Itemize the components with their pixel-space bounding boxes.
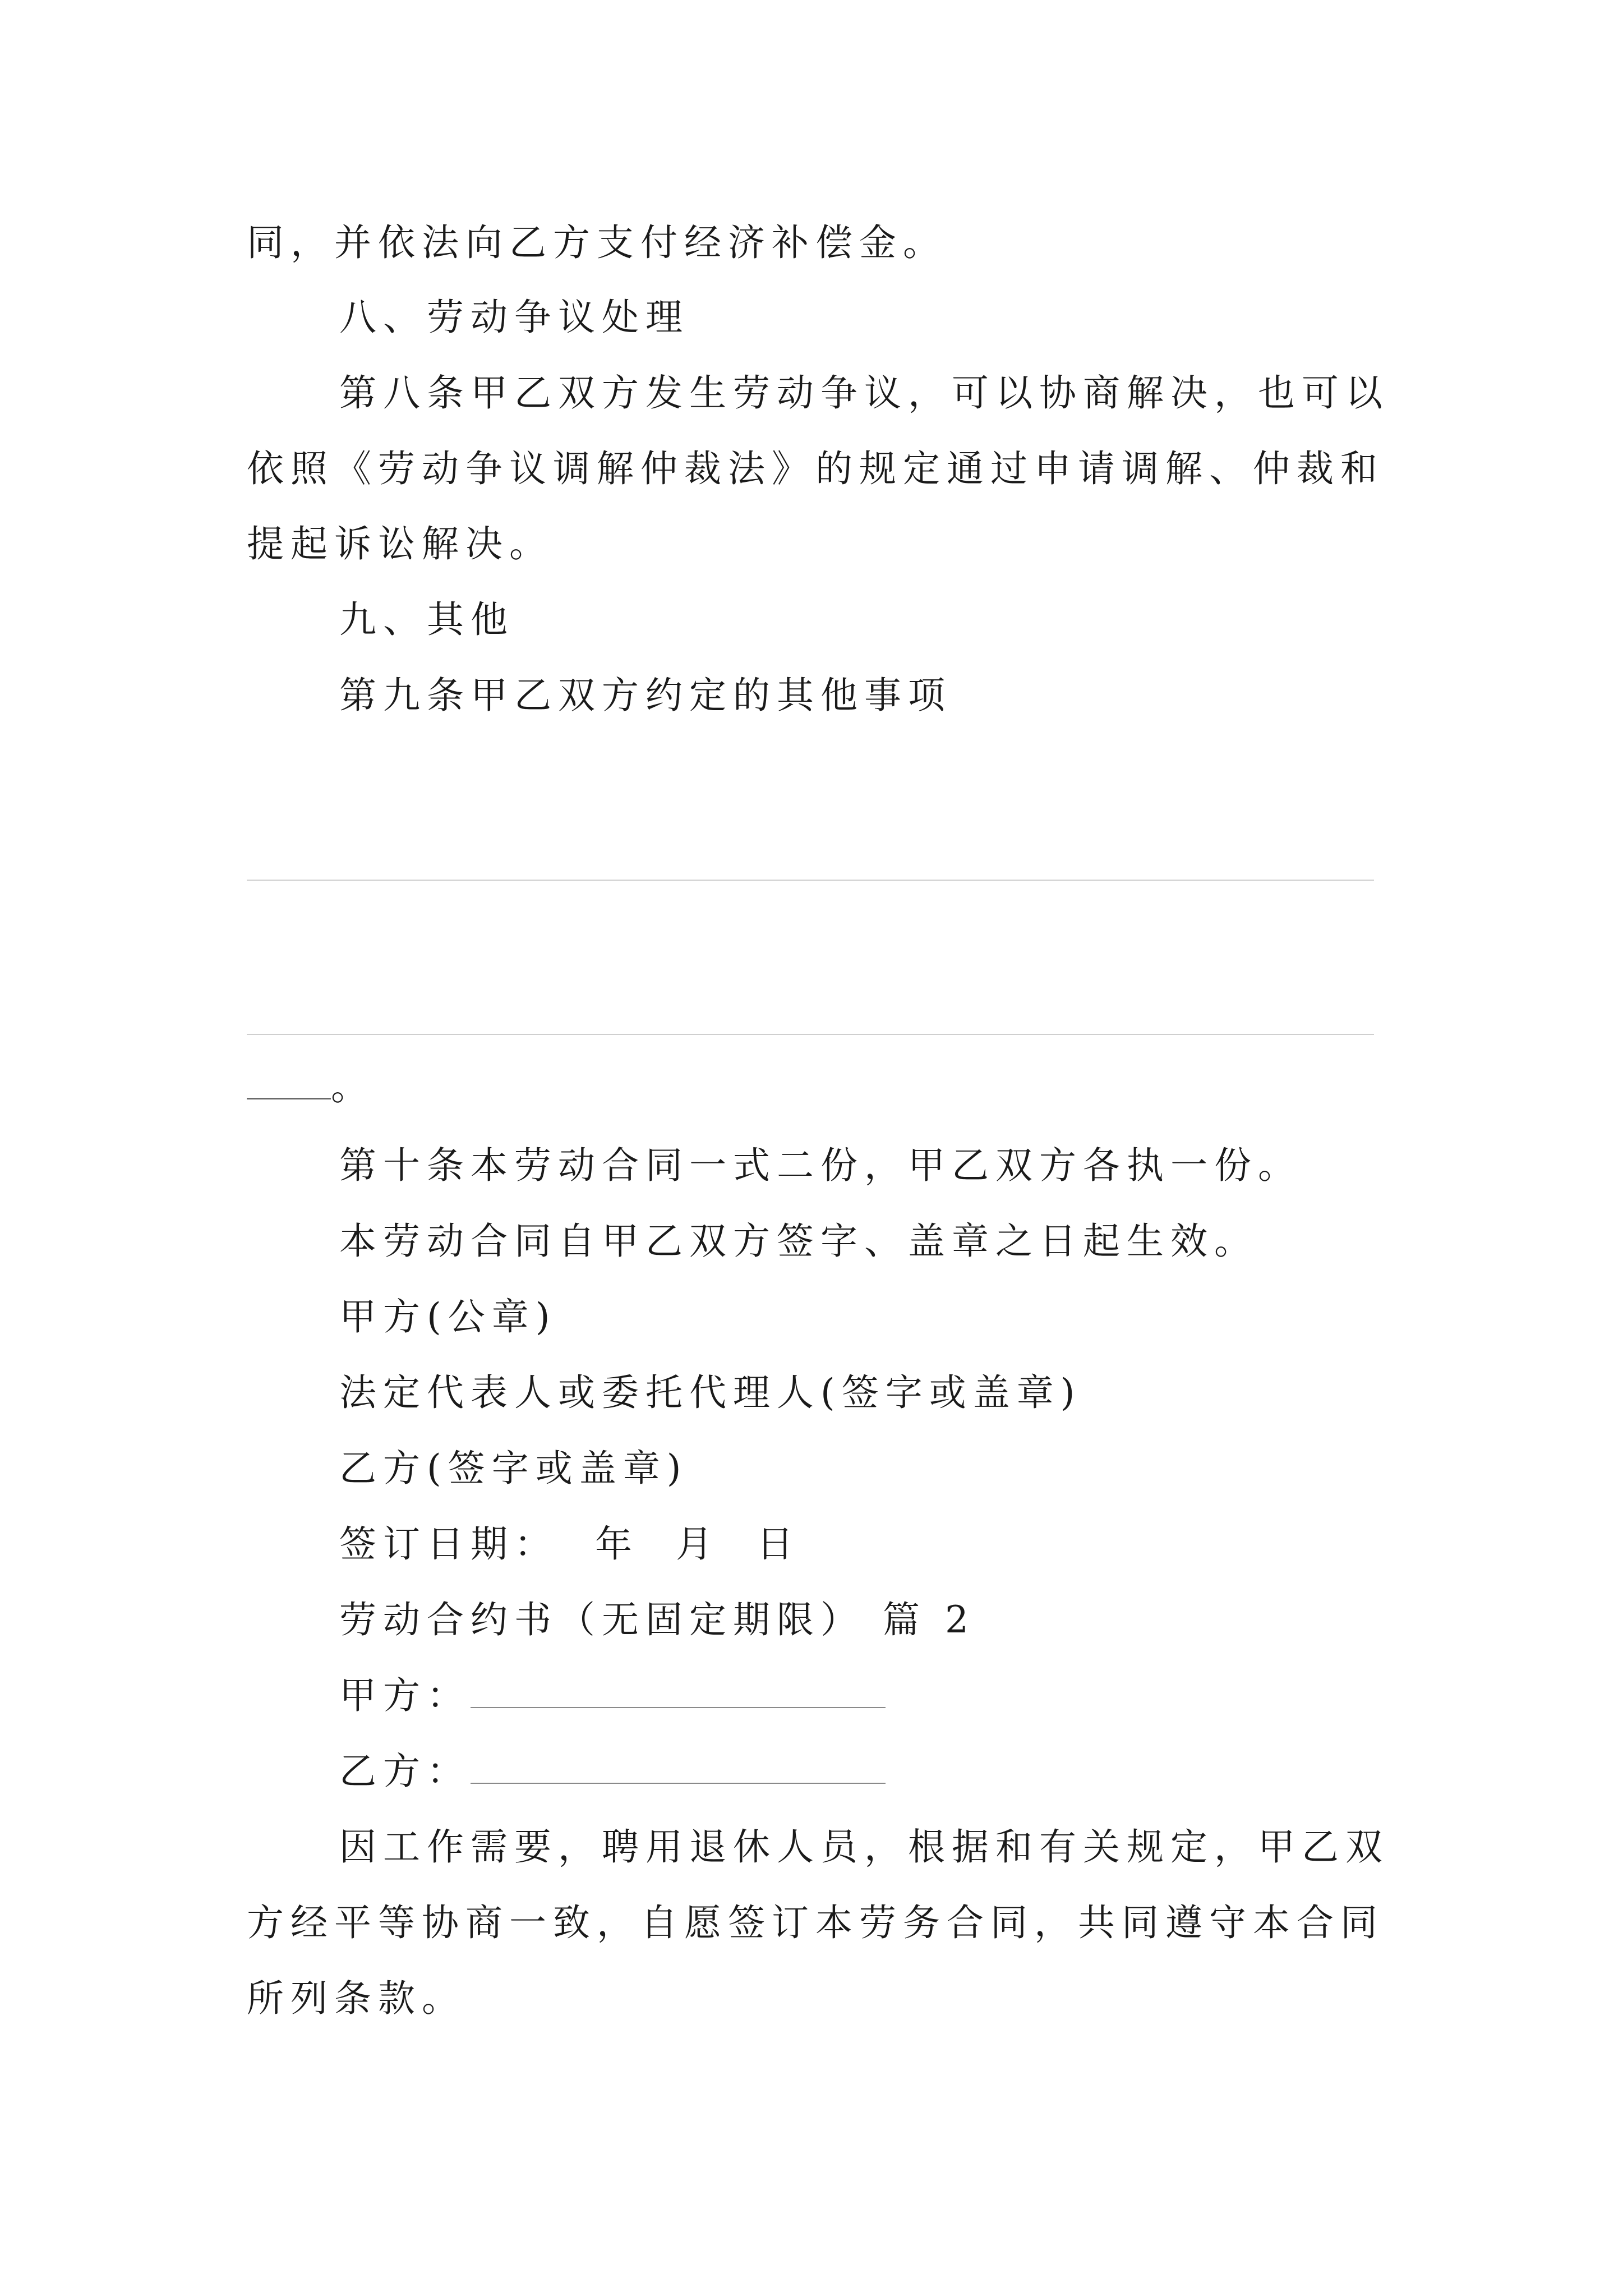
paragraph-line: 本劳动合同自甲乙双方签字、盖章之日起生效。 (339, 1220, 1258, 1263)
party-a-label: 甲方： (339, 1674, 471, 1717)
paragraph-line: 第八条甲乙双方发生劳动争议，可以协商解决，也可以 (339, 371, 1389, 415)
party-b-signature-label: 乙方(签字或盖章) (339, 1447, 688, 1490)
paragraph-line: 第十条本劳动合同一式二份，甲乙双方各执一份。 (339, 1144, 1302, 1187)
paragraph-line (247, 1065, 375, 1108)
party-b-blank (471, 1754, 886, 1784)
fill-in-rule (247, 1034, 1374, 1035)
paragraph-line: 方经平等协商一致，自愿签订本劳务合同，共同遵守本合同 (247, 1901, 1384, 1944)
section-heading-labor-dispute: 八、劳动争议处理 (339, 296, 689, 339)
party-a-seal-label: 甲方(公章) (339, 1295, 557, 1338)
party-b-label: 乙方： (339, 1750, 471, 1793)
paragraph-line: 所列条款。 (247, 1977, 465, 2020)
party-b-field (339, 1750, 886, 1793)
paragraph-line: 提起诉讼解决。 (247, 522, 553, 565)
line-end-period: 。 (331, 1065, 375, 1108)
party-a-field (339, 1674, 886, 1717)
paragraph-line: 因工作需要，聘用退休人员，根据和有关规定，甲乙双 (339, 1825, 1389, 1869)
fill-in-blank (247, 1069, 331, 1099)
party-a-blank (471, 1678, 886, 1708)
paragraph-line: 同，并依法向乙方支付经济补偿金。 (247, 221, 947, 264)
paragraph-line: 第九条甲乙双方约定的其他事项 (339, 674, 952, 717)
fill-in-rule (247, 880, 1374, 881)
paragraph-line: 依照《劳动争议调解仲裁法》的规定通过申请调解、仲裁和 (247, 447, 1384, 490)
legal-representative-label: 法定代表人或委托代理人(签字或盖章) (339, 1371, 1082, 1414)
section-title-article-2: 劳动合约书（无固定期限） 篇 2 (339, 1598, 975, 1641)
signing-date-label: 签订日期： 年 月 日 (339, 1522, 800, 1566)
section-heading-other: 九、其他 (339, 598, 514, 641)
